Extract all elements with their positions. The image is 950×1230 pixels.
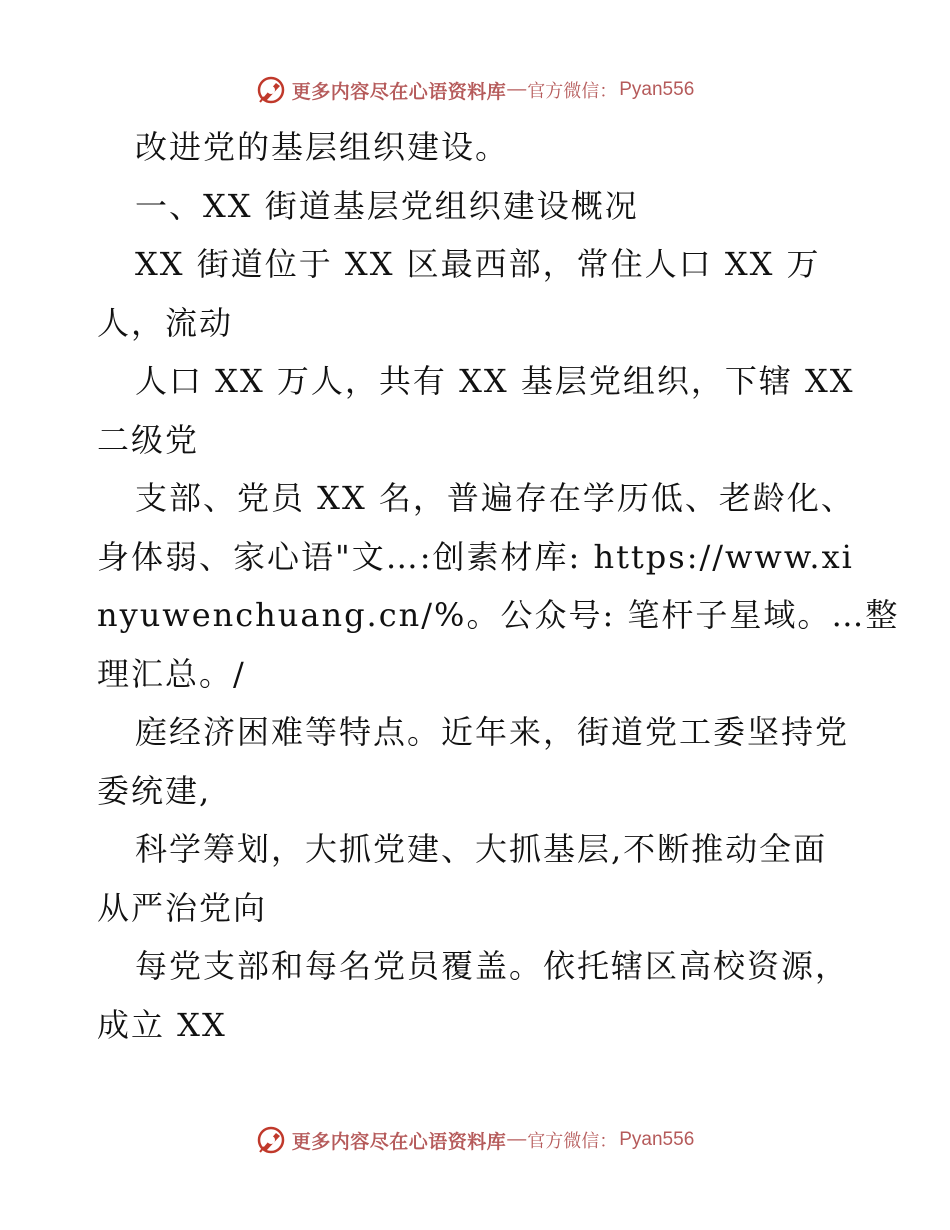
text-line: 科学筹划，大抓党建、大抓基层,不断推动全面 [135, 830, 828, 868]
banner-dash: — [507, 1129, 527, 1150]
text-line: 人口 XX 万人，共有 XX 基层党组织，下辖 XX [135, 362, 855, 400]
text-line: XX 街道位于 XX 区最西部，常住人口 XX 万 [135, 245, 821, 283]
header-banner [0, 70, 950, 110]
text-line: 理汇总。/ [97, 654, 246, 693]
document-body [97, 118, 900, 1054]
text-line: 改进党的基层组织建设。 [135, 128, 510, 166]
text-line: 委统建, [97, 771, 212, 810]
text-line: 身体弱、家心语"文…:创素材库: https://www.xi [97, 537, 854, 576]
banner-brand: 更多内容尽在心语资料库 [291, 1130, 507, 1153]
text-line: 二级党 [97, 420, 200, 459]
banner-dash: — [507, 79, 527, 100]
text-line: nyuwenchuang.cn/%。公众号: 笔杆子星域。…整 [97, 596, 900, 634]
text-line: 支部、党员 XX 名，普遍存在学历低、老龄化、 [135, 479, 855, 517]
footer-banner [0, 1120, 950, 1160]
banner-wechat-label: 官方微信： [527, 1131, 618, 1152]
pen-logo-icon [256, 1125, 286, 1155]
text-line: 人，流动 [97, 303, 234, 342]
banner-wechat-id: Pyan556 [619, 79, 695, 100]
text-line: 每党支部和每名党员覆盖。依托辖区高校资源， [135, 947, 850, 985]
banner-wechat-label: 官方微信： [527, 81, 618, 102]
text-line: 从严治党向 [97, 888, 268, 927]
text-line: 成立 XX [97, 1005, 227, 1044]
text-line: 庭经济困难等特点。近年来，街道党工委坚持党 [135, 713, 850, 751]
banner-brand: 更多内容尽在心语资料库 [291, 80, 507, 103]
banner-wechat-id: Pyan556 [619, 1129, 695, 1150]
section-heading: 一、XX 街道基层党组织建设概况 [135, 186, 639, 225]
pen-logo-icon [256, 75, 286, 105]
